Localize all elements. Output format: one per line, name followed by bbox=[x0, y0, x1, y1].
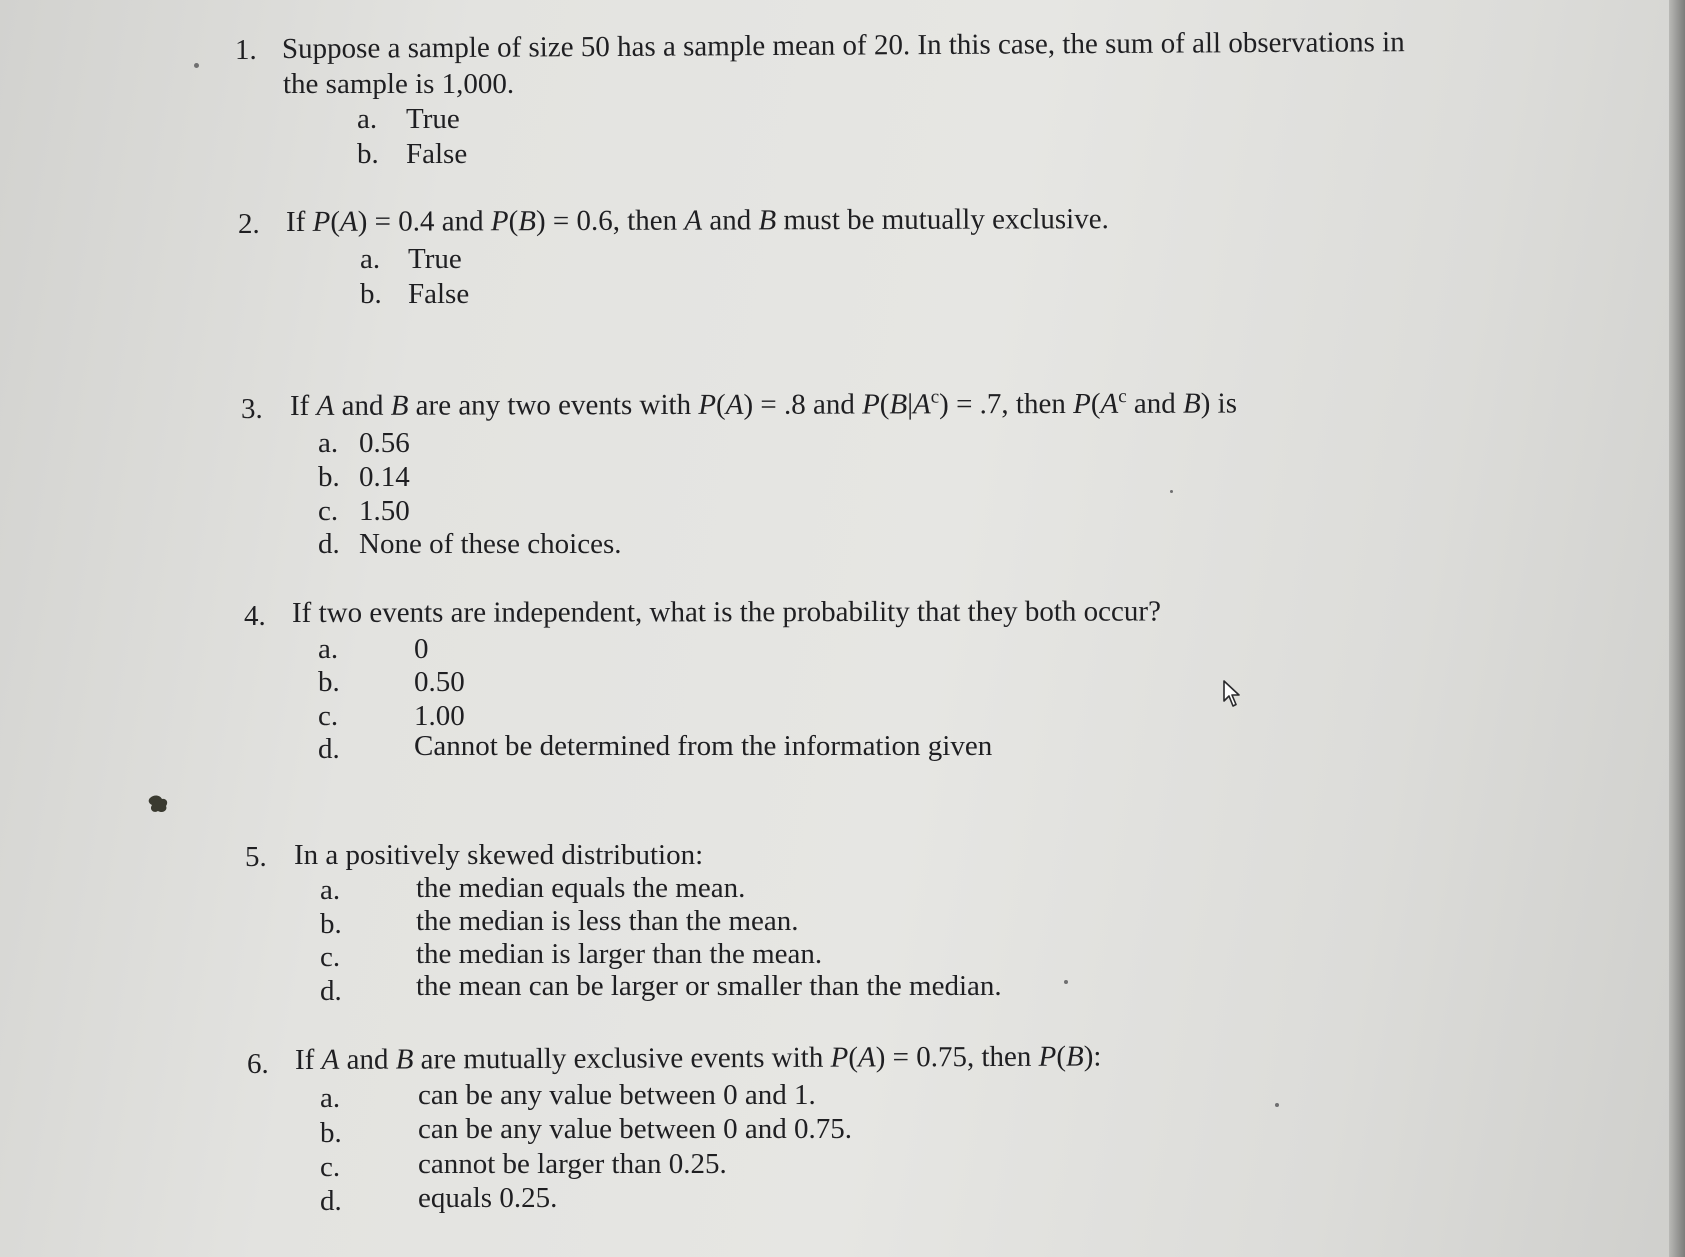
option-letter: c. bbox=[320, 1151, 341, 1183]
option-text: 0 bbox=[414, 633, 429, 665]
option-text: the median is larger than the mean. bbox=[416, 938, 823, 970]
question-number: 6. bbox=[247, 1048, 269, 1080]
screen-speck bbox=[1170, 490, 1173, 493]
option-text: the mean can be larger or smaller than the median. bbox=[416, 970, 1002, 1002]
question-text: If two events are independent, what is the probability that they both occur? bbox=[291, 595, 1161, 629]
question-text: In a positively skewed distribution: bbox=[294, 839, 704, 871]
option-letter: a. bbox=[318, 427, 339, 459]
option-letter: c. bbox=[318, 700, 339, 732]
option-letter: d. bbox=[318, 528, 340, 560]
question-number: 2. bbox=[238, 208, 260, 240]
question-text: If A and B are any two events with P(A) = .8 and $P(B|A^c) = .7$, then $P(A^c$ and B) is bbox=[289, 386, 1238, 422]
screen-speck bbox=[1064, 980, 1068, 984]
question-text: If P(A) = 0.4 and P(B) = 0.6, then A and B must be mutually exclusive. bbox=[285, 203, 1109, 238]
option-letter: c. bbox=[320, 941, 341, 973]
option-letter: a. bbox=[320, 1082, 341, 1114]
question-number: 4. bbox=[244, 600, 266, 632]
question-number: 1. bbox=[235, 34, 257, 66]
option-text: cannot be larger than 0.25. bbox=[418, 1148, 727, 1180]
option-letter: b. bbox=[320, 908, 342, 940]
screen-speck bbox=[1275, 1103, 1279, 1107]
option-letter: d. bbox=[318, 733, 340, 765]
option-text: True bbox=[406, 103, 460, 135]
option-letter: b. bbox=[318, 461, 340, 493]
option-letter: a. bbox=[318, 633, 339, 665]
option-letter: d. bbox=[320, 1185, 342, 1217]
option-letter: a. bbox=[360, 243, 381, 275]
mouse-pointer-icon bbox=[1222, 680, 1244, 708]
option-text: 1.50 bbox=[359, 495, 410, 527]
option-text: 1.00 bbox=[414, 700, 465, 732]
question-number: 5. bbox=[245, 841, 267, 873]
question-number: 3. bbox=[241, 393, 263, 425]
option-letter: c. bbox=[318, 495, 339, 527]
option-letter: b. bbox=[318, 666, 340, 698]
question-text: the sample is 1,000. bbox=[283, 68, 515, 100]
option-text: the median is less than the mean. bbox=[416, 905, 799, 937]
option-text: 0.14 bbox=[359, 461, 410, 493]
screen-speck bbox=[194, 63, 199, 68]
option-text: False bbox=[406, 138, 468, 170]
option-text: 0.56 bbox=[359, 427, 410, 459]
option-text: can be any value between 0 and 0.75. bbox=[418, 1113, 853, 1145]
option-text: 0.50 bbox=[414, 666, 465, 698]
option-text: equals 0.25. bbox=[418, 1182, 558, 1214]
option-text: Cannot be determined from the information given bbox=[414, 730, 993, 762]
option-text: True bbox=[408, 243, 462, 275]
screen-smudge bbox=[146, 792, 172, 816]
option-text: can be any value between 0 and 1. bbox=[418, 1079, 816, 1111]
option-letter: a. bbox=[320, 874, 341, 906]
option-text: the median equals the mean. bbox=[416, 872, 746, 904]
monitor-bezel bbox=[1669, 0, 1685, 1257]
question-text: Suppose a sample of size 50 has a sample mean of 20. In this case, the sum of all observations in bbox=[281, 26, 1405, 65]
option-text: False bbox=[408, 278, 470, 310]
option-letter: d. bbox=[320, 975, 342, 1007]
option-letter: b. bbox=[320, 1117, 342, 1149]
option-letter: a. bbox=[357, 103, 378, 135]
option-letter: b. bbox=[360, 278, 382, 310]
question-text: If A and B are mutually exclusive events with P(A) = 0.75, then P(B): bbox=[294, 1040, 1102, 1076]
option-letter: b. bbox=[357, 138, 379, 170]
option-text: None of these choices. bbox=[359, 528, 622, 560]
